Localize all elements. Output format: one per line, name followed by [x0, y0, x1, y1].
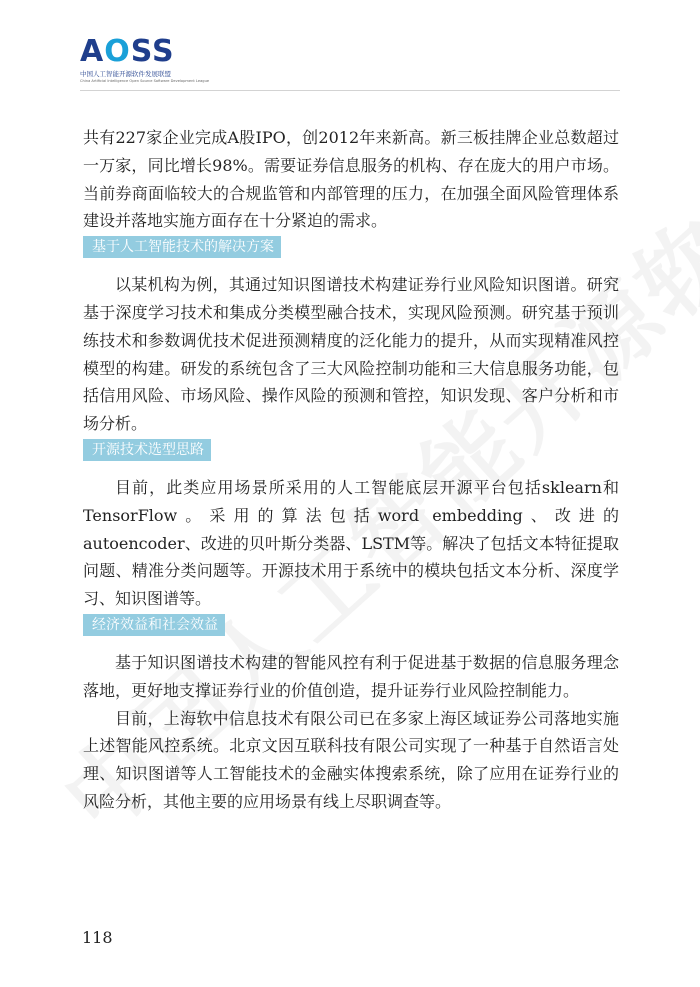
header-rule — [80, 90, 620, 91]
page-number: 118 — [82, 928, 113, 947]
body-paragraph: 以某机构为例，其通过知识图谱技术构建证券行业风险知识图谱。研究基于深度学习技术和集成分类模型融合技术，实现风险预测。研究基于预训练技术和参数调优技术促进预测精度的泛化能力的提升，从而实现精准风控模型的构建。研发的系统包含了三大风险控制功能和三大信息服务功能，包括信用风险、市场风险、操作风险的预测和管控，知识发现、客户分析和市场分析。 — [83, 275, 619, 434]
aoss-logo — [80, 36, 209, 83]
section-heading-row — [83, 235, 619, 271]
body-paragraph: 基于知识图谱技术构建的智能风控有利于促进基于数据的信息服务理念落地，更好地支撑证券行业的价值创造，提升证券行业风险控制能力。 — [83, 652, 619, 700]
page-header — [0, 0, 700, 90]
body-paragraph: 目前，此类应用场景所采用的人工智能底层开源平台包括sklearn和TensorFlow。采用的算法包括word embedding、改进的autoencoder、改进的贝叶斯分类器、LSTM等。解决了包括文本特征提取问题、精准分类问题等。开源技术用于系统中的模块包括文本分析、深度学习、知识图谱等。 — [83, 477, 619, 609]
body-paragraph: 共有227家企业完成A股IPO，创2012年来新高。新三板挂牌企业总数超过一万家，同比增长98%。需要证券信息服务的机构、存在庞大的用户市场。当前券商面临较大的合规监管和内部管理的压力，在加强全面风险管理体系建设并落地实施方面存在十分紧迫的需求。 — [83, 128, 619, 231]
logo-subtitle: 中国人工智能开源软件发展联盟 — [80, 70, 171, 78]
section-heading: 开源技术选型思路 — [83, 439, 211, 461]
section-heading-row — [83, 438, 619, 474]
logo-wordmark: AOSS — [80, 34, 175, 69]
main-content — [83, 124, 619, 816]
body-paragraph: 目前，上海软中信息技术有限公司已在多家上海区域证券公司落地实施上述智能风控系统。北京文因互联科技有限公司实现了一种基于自然语言处理、知识图谱等人工智能技术的金融实体搜索系统，除了应用在证券行业的风险分析，其他主要的应用场景有线上尽职调查等。 — [83, 708, 619, 811]
section-heading-row — [83, 613, 619, 649]
section-heading: 基于人工智能技术的解决方案 — [83, 236, 281, 258]
logo-subtitle-en: China Artificial Intelligence Open Source Software Development League — [80, 79, 210, 83]
section-heading: 经济效益和社会效益 — [83, 614, 225, 636]
